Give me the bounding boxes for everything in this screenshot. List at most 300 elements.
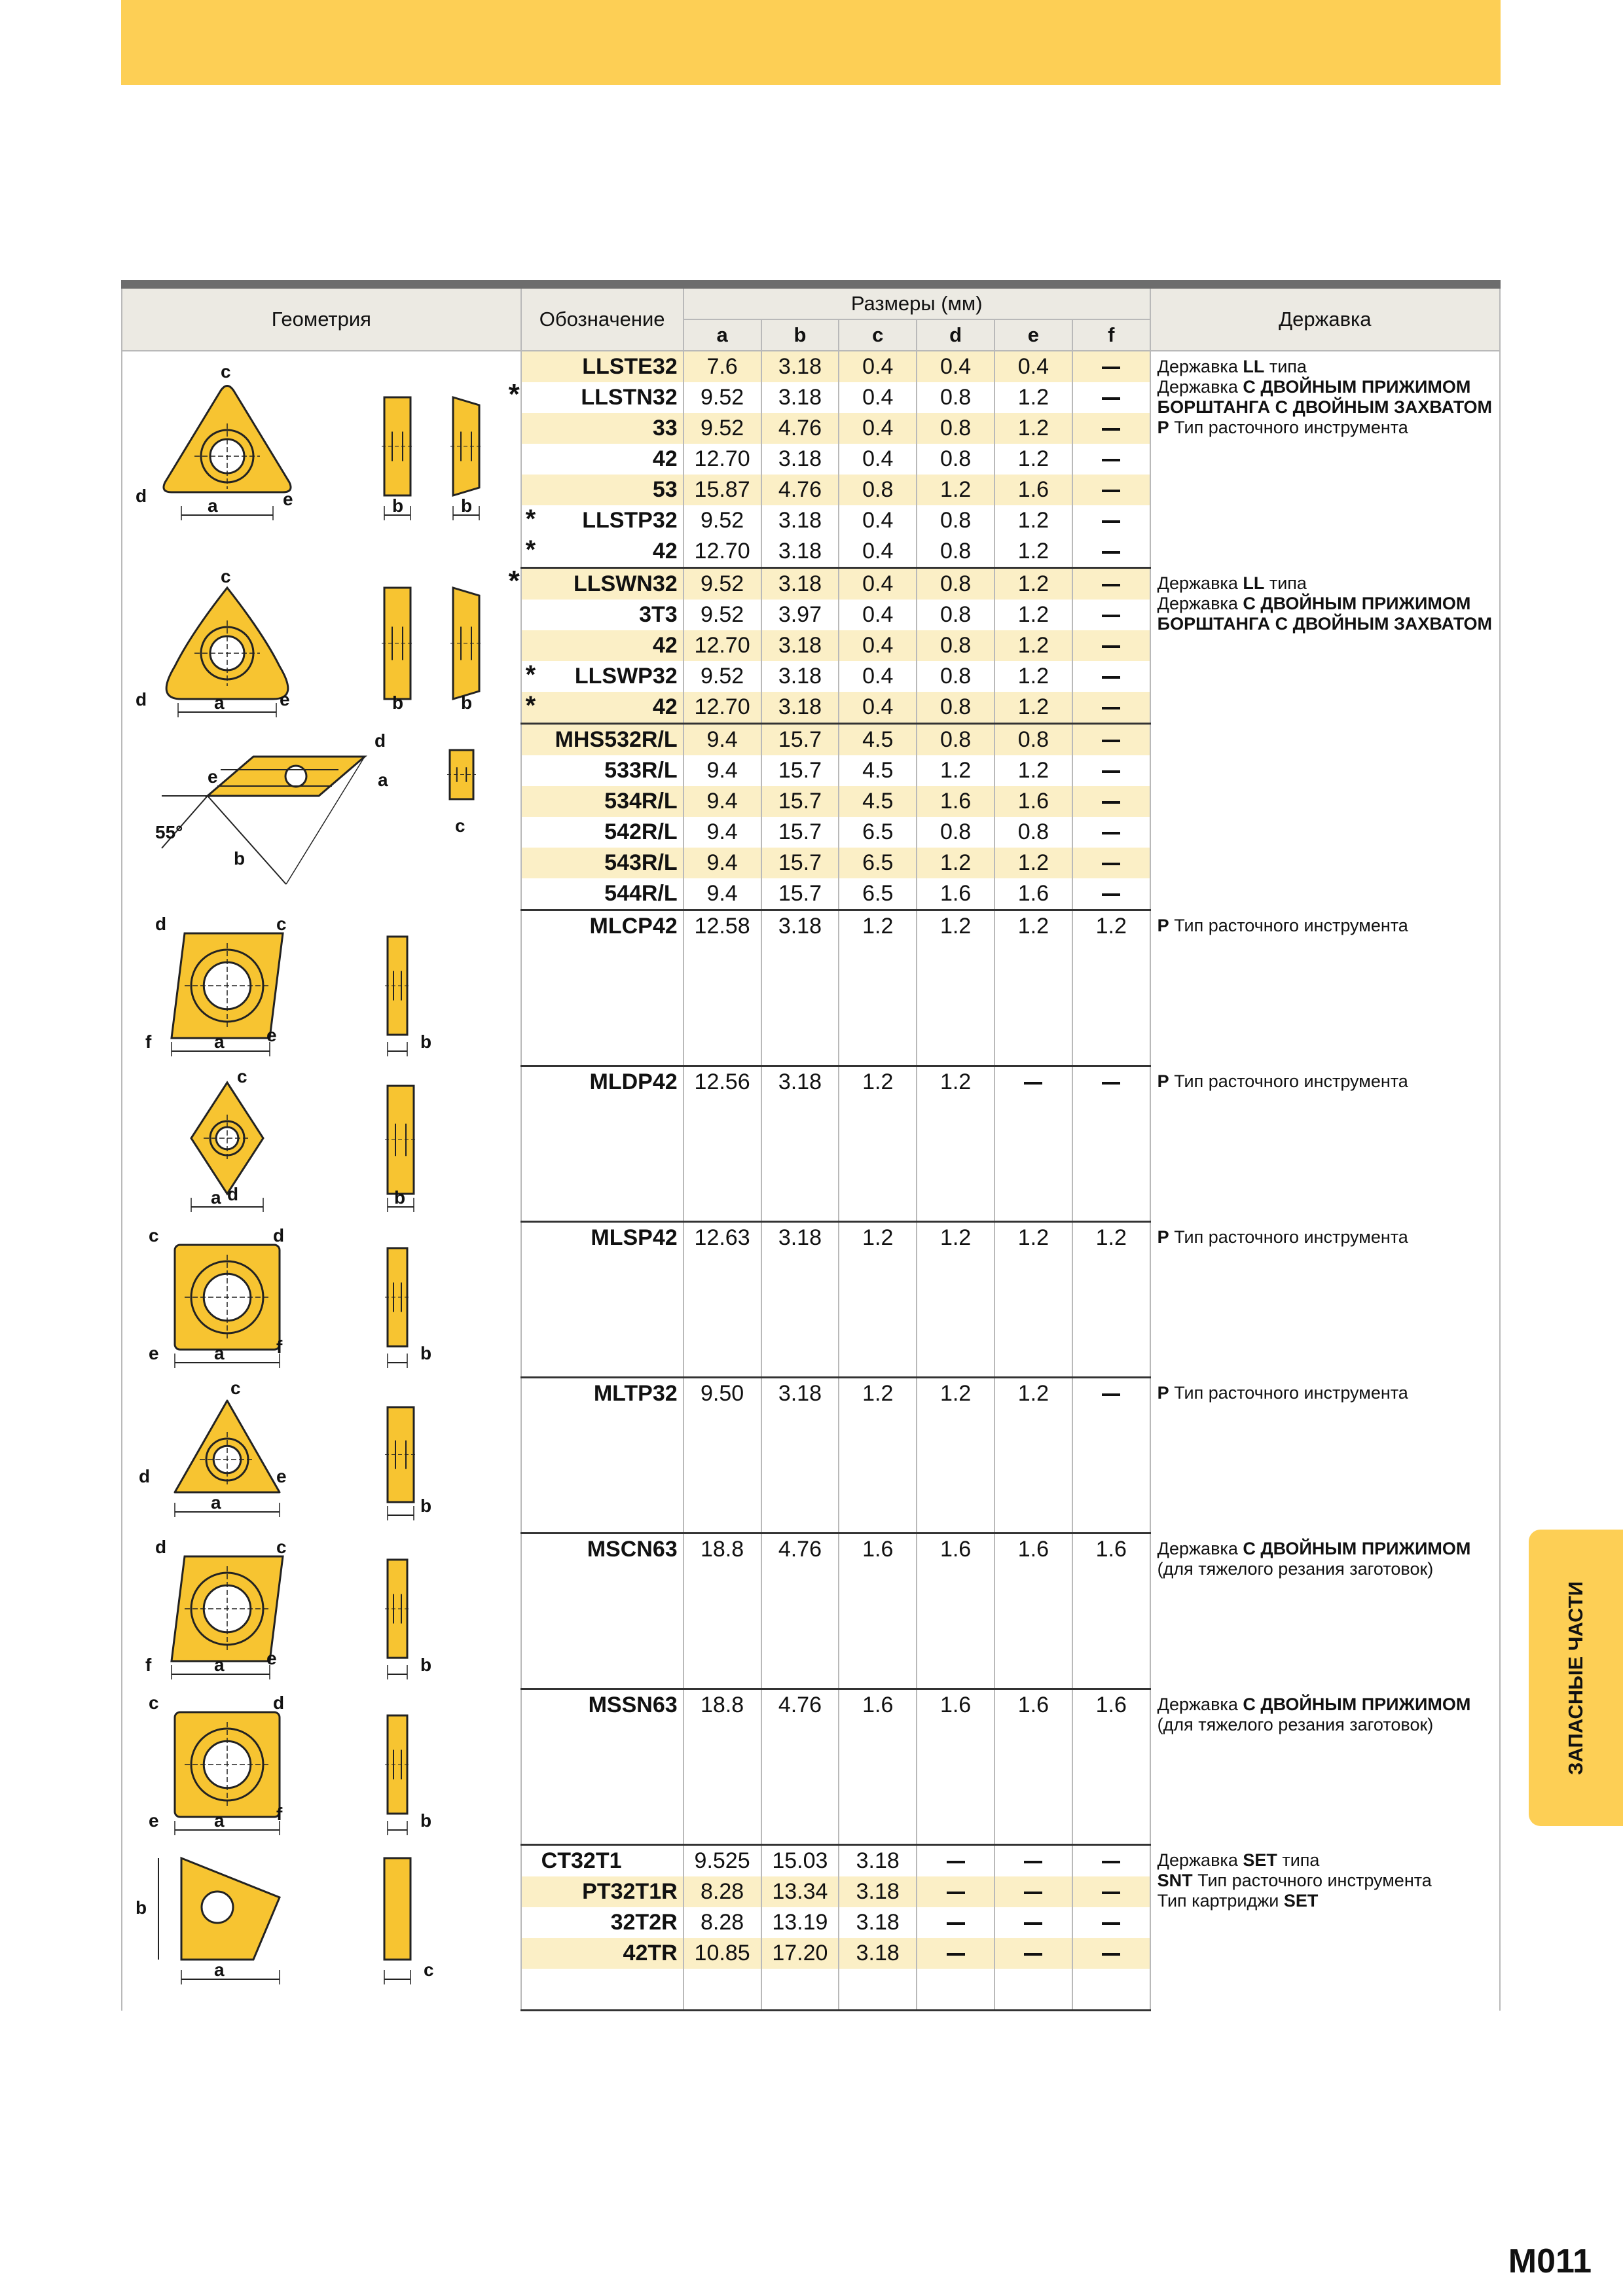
- dim-a-value: 12.56: [684, 1066, 761, 1098]
- dim-e-value: 1.2: [994, 692, 1072, 724]
- insert-code-text: LLSWN32: [573, 571, 678, 596]
- diagram-label: c: [455, 815, 465, 836]
- dim-d-value: 0.8: [917, 444, 994, 475]
- insert-diagram-square: [122, 1689, 509, 1843]
- holder-text: P: [1157, 1382, 1169, 1403]
- diagram-label: d: [273, 1225, 285, 1246]
- insert-code-text: 42: [652, 539, 678, 564]
- dim-d-value: 0.8: [917, 505, 994, 536]
- insert-code-text: MLDP42: [589, 1069, 678, 1094]
- dim-c-value: 6.5: [839, 878, 917, 910]
- dash-mark: [947, 1861, 965, 1863]
- blank-cell: [917, 1098, 994, 1222]
- dash-mark: [947, 1953, 965, 1956]
- dim-f-value: [1072, 817, 1150, 848]
- dash-mark: [1102, 893, 1120, 896]
- insert-diagram-triangle-p: [122, 1378, 509, 1532]
- dim-b-value: 3.18: [761, 536, 839, 568]
- dim-f-value: [1072, 1845, 1150, 1877]
- insert-diagram-cartridge: [122, 1845, 509, 2009]
- dim-c-value: 1.6: [839, 1534, 917, 1566]
- dim-b-value: 15.7: [761, 817, 839, 848]
- insert-code-text: 533R/L: [604, 758, 678, 783]
- holder-text: С ДВОЙНЫМ ПРИЖИМОМ: [1243, 1538, 1471, 1558]
- insert-code-text: MSCN63: [587, 1537, 678, 1562]
- geometry-cell: [122, 568, 521, 724]
- diagram-label: c: [149, 1692, 159, 1713]
- dim-a-value: 9.4: [684, 878, 761, 910]
- holder-text: Тип расточного инструмента: [1169, 1227, 1408, 1247]
- insert-code: [521, 1222, 684, 1254]
- blank-cell: [917, 1721, 994, 1845]
- blank-cell: [684, 1969, 761, 2011]
- dim-f-value: [1072, 351, 1150, 382]
- holder-text: БОРШТАНГА С ДВОЙНЫМ ЗАХВАТОМ: [1157, 613, 1493, 634]
- holder-cell: [1150, 351, 1500, 568]
- blank-cell: [917, 942, 994, 1066]
- holder-text: P: [1157, 1227, 1169, 1247]
- asterisk-mark: *: [525, 505, 536, 533]
- holder-line: [1158, 418, 1495, 438]
- dash-mark: [1024, 1861, 1042, 1863]
- dim-d-value: 0.8: [917, 382, 994, 413]
- blank-cell: [839, 1969, 917, 2011]
- blank-cell: [839, 1253, 917, 1378]
- holder-text: Державка: [1157, 1694, 1243, 1714]
- insert-code: [521, 1938, 684, 1969]
- insert-group: [122, 910, 1500, 1066]
- side-view: [382, 588, 413, 699]
- diagram-label: b: [394, 1187, 406, 1208]
- dim-b-value: 3.18: [761, 1066, 839, 1098]
- holder-text: Державка: [1157, 357, 1243, 376]
- blank-cell: [917, 1969, 994, 2011]
- insert-code: [521, 910, 684, 942]
- diagram-label: a: [214, 1031, 225, 1052]
- holder-line: [1158, 1715, 1495, 1735]
- dim-f-value: [1072, 724, 1150, 756]
- dim-c-value: 0.4: [839, 630, 917, 661]
- dash-mark: [1102, 1861, 1120, 1863]
- dim-d-value: [917, 1845, 994, 1877]
- diagram-label: f: [276, 1803, 283, 1824]
- dash-mark: [1102, 615, 1120, 617]
- dim-e-value: 1.2: [994, 755, 1072, 786]
- blank-cell: [761, 1721, 839, 1845]
- dim-c-value: 0.8: [839, 475, 917, 505]
- diagram-label: a: [211, 1187, 221, 1208]
- dim-d-value: [917, 1876, 994, 1907]
- holder-line: [1158, 1539, 1495, 1559]
- dim-b-value: 3.18: [761, 568, 839, 600]
- side-view: [385, 937, 410, 1035]
- holder-cell: [1150, 1222, 1500, 1378]
- holder-text: LL: [1243, 573, 1265, 593]
- dim-a-value: 12.63: [684, 1222, 761, 1254]
- insert-code: [521, 444, 684, 475]
- dim-e-value: 1.2: [994, 1222, 1072, 1254]
- diagram-label: d: [155, 913, 167, 934]
- insert-code-text: MLTP32: [593, 1381, 678, 1406]
- dash-mark: [1024, 1953, 1042, 1956]
- dim-e-value: 1.2: [994, 505, 1072, 536]
- diagram-label: e: [149, 1810, 159, 1831]
- dim-e-value: 1.2: [994, 910, 1072, 942]
- holder-line: [1158, 916, 1495, 936]
- dim-c-value: 0.4: [839, 382, 917, 413]
- side-view: [385, 1407, 416, 1502]
- blank-cell: [994, 1098, 1072, 1222]
- dim-c-value: 1.2: [839, 1378, 917, 1410]
- dim-d-value: 0.8: [917, 568, 994, 600]
- diagram-label: d: [227, 1183, 239, 1204]
- dash-mark: [1102, 584, 1120, 586]
- blank-cell: [521, 1409, 684, 1534]
- blank-cell: [994, 1721, 1072, 1845]
- insert-code-text: CT32T1: [541, 1848, 622, 1873]
- blank-cell: [684, 942, 761, 1066]
- dim-e-value: 1.2: [994, 382, 1072, 413]
- holder-line: [1158, 397, 1495, 418]
- dash-mark: [947, 1892, 965, 1894]
- holder-text: (для тяжелого резания заготовок): [1157, 1558, 1434, 1579]
- dim-b-value: 3.18: [761, 661, 839, 692]
- diagram-label: b: [461, 692, 473, 713]
- dim-c-value: 1.2: [839, 1222, 917, 1254]
- holder-line: [1158, 614, 1495, 634]
- diagram-label: c: [221, 567, 231, 586]
- side-view: [385, 1715, 410, 1814]
- dim-f-value: [1072, 848, 1150, 878]
- holder-text: SET: [1243, 1850, 1277, 1870]
- insert-group: [122, 1845, 1500, 2011]
- holder-text: Державка: [1157, 1538, 1243, 1558]
- insert-diagram-triangle: [122, 351, 509, 567]
- insert-group: [122, 1534, 1500, 1689]
- dim-a-value: 9.4: [684, 724, 761, 756]
- blank-cell: [1072, 1565, 1150, 1689]
- dash-mark: [1102, 1082, 1120, 1085]
- dim-a-value: 9.52: [684, 661, 761, 692]
- dim-c-value: 6.5: [839, 817, 917, 848]
- dim-e-value: 1.6: [994, 786, 1072, 817]
- dim-e-value: 0.8: [994, 817, 1072, 848]
- dim-a-value: 12.58: [684, 910, 761, 942]
- diagram-label: b: [420, 1342, 432, 1363]
- dim-a-value: 9.52: [684, 413, 761, 444]
- side-view: [385, 1560, 410, 1658]
- dim-b-value: 15.7: [761, 755, 839, 786]
- holder-text: SNT: [1157, 1870, 1193, 1890]
- holder-text: типа: [1264, 573, 1307, 593]
- header-dim-c: c: [839, 319, 917, 351]
- dim-d-value: 1.2: [917, 848, 994, 878]
- dash-mark: [1102, 1922, 1120, 1925]
- insert-code-text: MHS532R/L: [555, 727, 678, 752]
- holder-line: [1158, 377, 1495, 397]
- header-dim-e: e: [994, 319, 1072, 351]
- insert-code-text: MLCP42: [589, 914, 678, 939]
- insert-code-text: 32T2R: [610, 1910, 678, 1935]
- dim-e-value: [994, 1845, 1072, 1877]
- holder-text: Тип расточного инструмента: [1169, 1071, 1408, 1091]
- dim-d-value: 1.2: [917, 475, 994, 505]
- side-view: [382, 397, 413, 495]
- dim-b-value: 13.19: [761, 1907, 839, 1938]
- dim-d-value: 0.8: [917, 692, 994, 724]
- blank-cell: [684, 1721, 761, 1845]
- diagram-label: f: [145, 1031, 152, 1052]
- header-dim-a: a: [684, 319, 761, 351]
- diagram-label: b: [461, 495, 473, 516]
- dim-d-value: 0.8: [917, 630, 994, 661]
- holder-line: [1158, 1695, 1495, 1715]
- dim-a-value: 9.52: [684, 568, 761, 600]
- holder-text: P: [1157, 915, 1169, 935]
- dim-f-value: [1072, 661, 1150, 692]
- insert-code-text: LLSWP32: [574, 664, 678, 689]
- side-view: [385, 1086, 416, 1194]
- dim-e-value: 0.4: [994, 351, 1072, 382]
- diagram-label: d: [136, 689, 147, 709]
- dim-a-value: 9.4: [684, 817, 761, 848]
- dim-a-value: 9.4: [684, 755, 761, 786]
- holder-cell: [1150, 1689, 1500, 1845]
- diagram-label: a: [214, 692, 225, 713]
- holder-text: БОРШТАНГА С ДВОЙНЫМ ЗАХВАТОМ: [1157, 397, 1493, 417]
- dim-f-value: [1072, 786, 1150, 817]
- dim-f-value: [1072, 1907, 1150, 1938]
- insert-group: [122, 565, 1500, 724]
- holder-line: [1158, 1071, 1495, 1092]
- header-geometry: Геометрия: [122, 285, 521, 351]
- holder-line: [1158, 357, 1495, 377]
- diagram-label: e: [283, 489, 293, 509]
- dim-c-value: 0.4: [839, 351, 917, 382]
- dim-f-value: 1.6: [1072, 1534, 1150, 1566]
- insert-code: [521, 1845, 684, 1877]
- dim-b-value: 3.18: [761, 444, 839, 475]
- blank-cell: [917, 1565, 994, 1689]
- dash-mark: [1102, 367, 1120, 369]
- insert-code: [521, 1907, 684, 1938]
- asterisk-mark: *: [525, 691, 536, 720]
- holder-text: Державка: [1157, 573, 1243, 593]
- dim-d-value: 0.8: [917, 724, 994, 756]
- dim-d-value: 0.8: [917, 600, 994, 630]
- insert-diagram-square: [122, 1222, 509, 1376]
- blank-cell: [994, 1969, 1072, 2011]
- dim-c-value: 3.18: [839, 1876, 917, 1907]
- dim-e-value: 1.6: [994, 475, 1072, 505]
- dim-d-value: 0.8: [917, 536, 994, 568]
- dim-b-value: 3.18: [761, 351, 839, 382]
- blank-cell: [994, 1253, 1072, 1378]
- dim-e-value: 0.8: [994, 724, 1072, 756]
- diagram-label: b: [392, 495, 404, 516]
- geometry-cell: [122, 1378, 521, 1534]
- dim-b-value: 15.7: [761, 724, 839, 756]
- dim-d-value: 1.2: [917, 1378, 994, 1410]
- dash-mark: [1102, 1393, 1120, 1396]
- insert-code-text: LLSTP32: [582, 508, 678, 533]
- dash-mark: [1102, 490, 1120, 492]
- insert-group: [122, 724, 1500, 910]
- dim-a-value: 9.4: [684, 786, 761, 817]
- insert-code: [521, 848, 684, 878]
- diagram-label: d: [136, 486, 147, 506]
- insert-code: [521, 630, 684, 661]
- insert-group: [122, 1689, 1500, 1845]
- header-dim-b: b: [761, 319, 839, 351]
- blank-cell: [761, 942, 839, 1066]
- dim-e-value: 1.2: [994, 1378, 1072, 1410]
- holder-line: [1158, 1891, 1495, 1911]
- table-row: [122, 910, 1500, 942]
- insert-code-text: 42: [652, 446, 678, 471]
- diagram-label: a: [211, 1492, 221, 1513]
- dim-b-value: 3.18: [761, 505, 839, 536]
- diagram-label: e: [266, 1647, 277, 1668]
- dash-mark: [1102, 645, 1120, 648]
- dim-b-value: 3.18: [761, 1378, 839, 1410]
- holder-line: [1158, 1559, 1495, 1579]
- blank-cell: [684, 1253, 761, 1378]
- blank-cell: [839, 942, 917, 1066]
- insert-group: [122, 1222, 1500, 1378]
- holder-cell: [1150, 1845, 1500, 2011]
- table-row: [122, 1534, 1500, 1566]
- dim-d-value: 1.6: [917, 1689, 994, 1721]
- diagram-label: b: [420, 1810, 432, 1831]
- dim-b-value: 3.18: [761, 382, 839, 413]
- section-side-tab: [1529, 1530, 1623, 1826]
- asterisk-mark: *: [525, 535, 536, 564]
- diagram-label: a: [378, 769, 388, 790]
- holder-line: [1158, 594, 1495, 614]
- table-row: [122, 351, 1500, 382]
- diagram-label: d: [273, 1692, 285, 1713]
- holder-line: [1158, 573, 1495, 594]
- dim-e-value: 1.2: [994, 568, 1072, 600]
- dim-c-value: 0.4: [839, 505, 917, 536]
- dim-d-value: 0.4: [917, 351, 994, 382]
- geometry-cell: [122, 1689, 521, 1845]
- insert-diagram-rhombus-80: [122, 1534, 509, 1687]
- dim-e-value: 1.2: [994, 444, 1072, 475]
- insert-code: [521, 661, 684, 692]
- dim-b-value: 4.76: [761, 1689, 839, 1721]
- holder-text: Державка: [1157, 377, 1243, 397]
- holder-text: LL: [1243, 357, 1265, 376]
- blank-cell: [521, 1098, 684, 1222]
- diagram-label: c: [221, 361, 231, 382]
- table-row: [122, 1066, 1500, 1098]
- geometry-cell: [122, 1534, 521, 1689]
- holder-line: [1158, 1383, 1495, 1403]
- table-row: [122, 568, 1500, 600]
- asterisk-mark: *: [525, 660, 536, 689]
- table-row: [122, 1222, 1500, 1254]
- dim-b-value: 13.34: [761, 1876, 839, 1907]
- blank-cell: [839, 1098, 917, 1222]
- dim-b-value: 3.18: [761, 692, 839, 724]
- dim-d-value: 1.2: [917, 1066, 994, 1098]
- diagram-label: b: [420, 1654, 432, 1675]
- side-view: [450, 588, 482, 699]
- diagram-label: c: [237, 1066, 247, 1086]
- holder-text: P: [1157, 1071, 1169, 1091]
- holder-text: С ДВОЙНЫМ ПРИЖИМОМ: [1243, 593, 1471, 613]
- dim-b-value: 17.20: [761, 1938, 839, 1969]
- dim-a-value: 8.28: [684, 1876, 761, 1907]
- insert-code: [521, 505, 684, 536]
- dash-mark: [1102, 428, 1120, 431]
- insert-code-text: LLSTE32: [582, 354, 678, 379]
- dim-a-value: 9.4: [684, 848, 761, 878]
- dim-a-value: 7.6: [684, 351, 761, 382]
- dash-mark: [1102, 801, 1120, 804]
- insert-code-text: MLSP42: [591, 1225, 678, 1250]
- insert-code-text: 42: [652, 633, 678, 658]
- dim-a-value: 9.52: [684, 505, 761, 536]
- diagram-label: e: [280, 689, 290, 709]
- dim-f-value: [1072, 1066, 1150, 1098]
- header-code: Обозначение: [521, 285, 684, 351]
- dim-b-value: 15.03: [761, 1845, 839, 1877]
- insert-group: [122, 1066, 1500, 1222]
- dim-e-value: 1.6: [994, 1689, 1072, 1721]
- dim-a-value: 18.8: [684, 1689, 761, 1721]
- insert-diagram-rhombus-55: [122, 1066, 509, 1220]
- insert-diagram-rhombus-80: [122, 910, 509, 1064]
- dim-f-value: [1072, 1378, 1150, 1410]
- blank-cell: [1072, 1409, 1150, 1534]
- blank-cell: [521, 1565, 684, 1689]
- dim-f-value: 1.6: [1072, 1689, 1150, 1721]
- insert-code-text: PT32T1R: [582, 1879, 678, 1904]
- insert-code: [521, 475, 684, 505]
- dim-a-value: 12.70: [684, 536, 761, 568]
- dim-e-value: 1.2: [994, 536, 1072, 568]
- dim-a-value: 10.85: [684, 1938, 761, 1969]
- holder-cell: [1150, 1378, 1500, 1534]
- blank-cell: [994, 942, 1072, 1066]
- diagram-label: e: [276, 1465, 287, 1486]
- insert-code: [521, 413, 684, 444]
- dim-f-value: 1.2: [1072, 910, 1150, 942]
- dash-mark: [1102, 1892, 1120, 1894]
- blank-cell: [917, 1253, 994, 1378]
- geometry-cell: [122, 910, 521, 1066]
- dim-a-value: 8.28: [684, 1907, 761, 1938]
- header-holder: Державка: [1150, 285, 1500, 351]
- blank-cell: [839, 1409, 917, 1534]
- holder-cell: [1150, 724, 1500, 910]
- inserts-table: [121, 280, 1501, 2011]
- header-dimensions: Размеры (мм): [684, 285, 1150, 320]
- dash-mark: [1102, 459, 1120, 461]
- dim-d-value: 1.2: [917, 755, 994, 786]
- dim-c-value: 1.2: [839, 910, 917, 942]
- dim-b-value: 3.18: [761, 910, 839, 942]
- dim-f-value: [1072, 1938, 1150, 1969]
- diagram-label: f: [276, 1336, 283, 1357]
- dim-d-value: 1.6: [917, 786, 994, 817]
- dim-e-value: 1.2: [994, 630, 1072, 661]
- dim-e-value: [994, 1907, 1072, 1938]
- dim-f-value: 1.2: [1072, 1222, 1150, 1254]
